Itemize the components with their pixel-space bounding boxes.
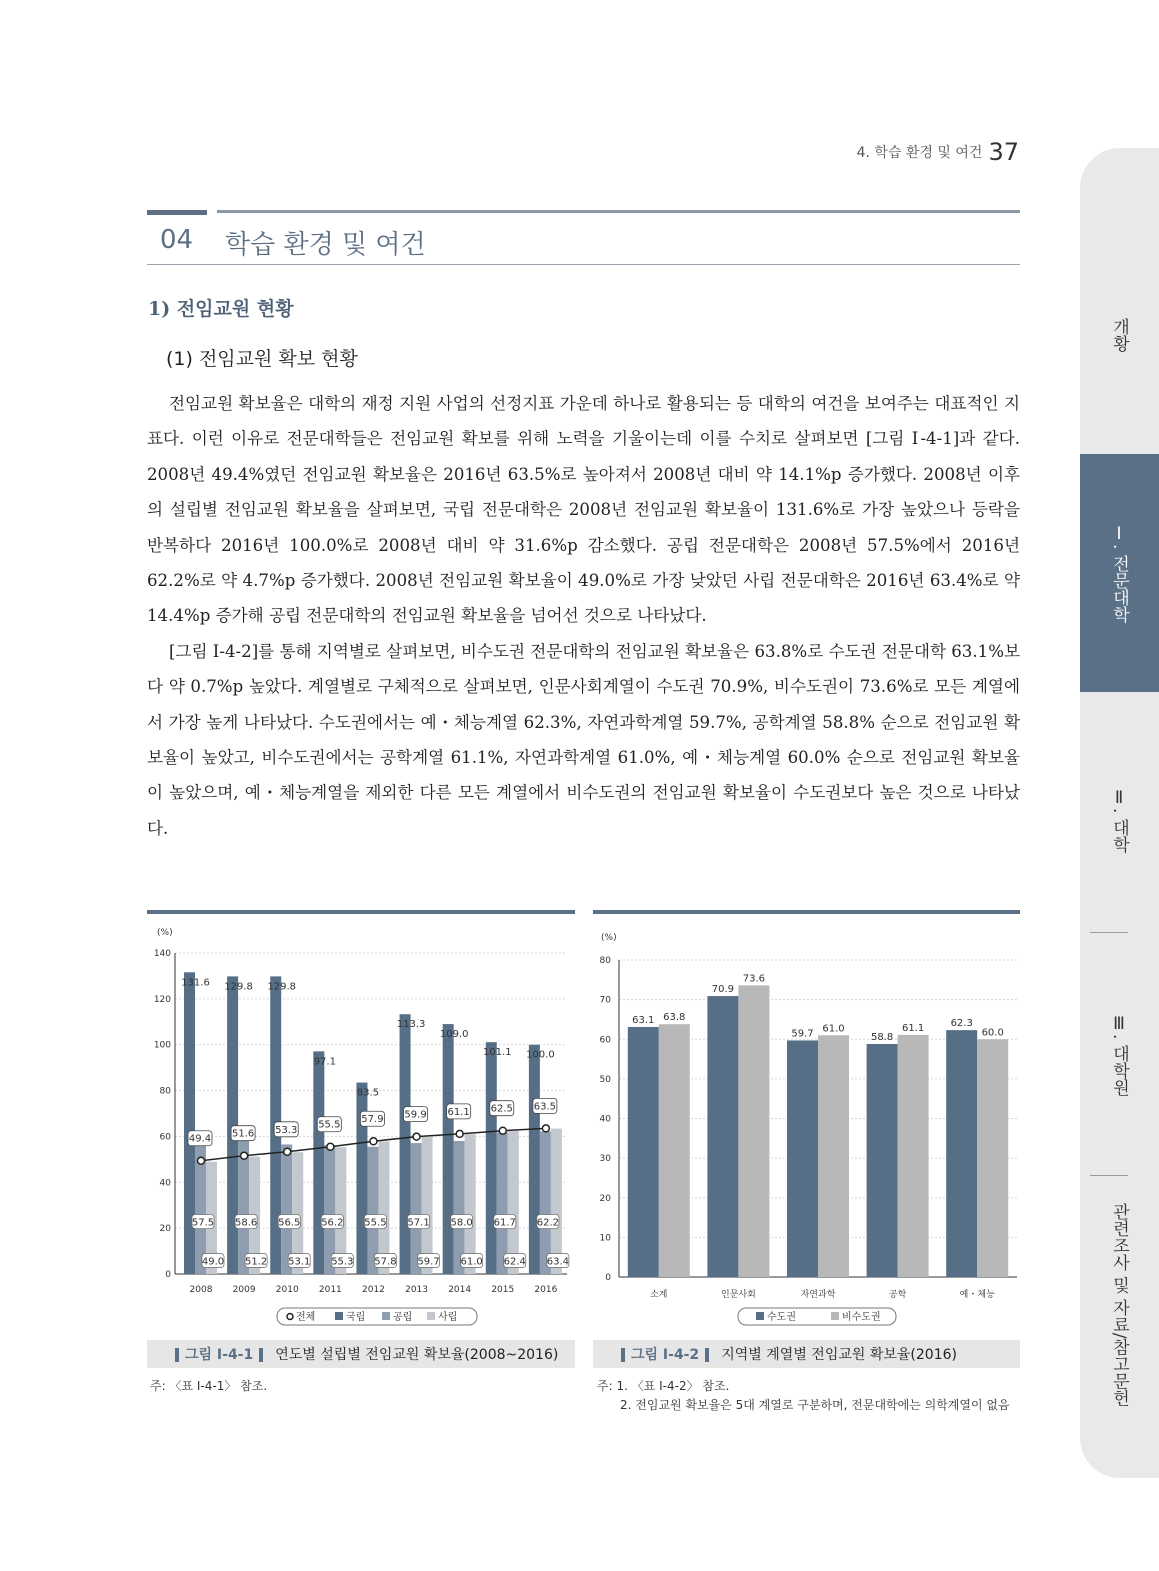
y-tick-label: 0 bbox=[605, 1273, 611, 1283]
caption-marker bbox=[259, 1348, 263, 1362]
data-label: 63.8 bbox=[663, 1012, 686, 1024]
data-label-public: 61.7 bbox=[493, 1217, 516, 1229]
data-label-total: 59.9 bbox=[404, 1109, 427, 1121]
point-total bbox=[284, 1148, 291, 1155]
data-label-public: 58.6 bbox=[234, 1217, 258, 1229]
section-rule-left bbox=[147, 210, 207, 215]
x-tick-label: 2012 bbox=[361, 1285, 385, 1295]
y-tick-label: 10 bbox=[599, 1233, 611, 1244]
page-number: 37 bbox=[988, 138, 1019, 166]
data-label-private: 61.0 bbox=[460, 1256, 483, 1268]
data-label: 63.1 bbox=[632, 1014, 655, 1026]
figure2-caption-label-wrap bbox=[615, 1344, 715, 1364]
data-label-private: 49.0 bbox=[201, 1256, 225, 1268]
bar-non-capital bbox=[977, 1039, 1008, 1277]
point-total bbox=[413, 1133, 420, 1140]
running-title: 4. 학습 환경 및 여건 bbox=[856, 145, 983, 161]
point-total bbox=[198, 1157, 205, 1164]
subsubsection-heading: (1) 전임교원 확보 현황 bbox=[166, 348, 358, 370]
data-label-private: 51.2 bbox=[244, 1256, 268, 1268]
x-tick-label: 소계 bbox=[650, 1290, 668, 1300]
bar-capital bbox=[867, 1044, 898, 1277]
tab-graduate-school[interactable] bbox=[1080, 960, 1159, 1150]
x-tick-label: 2016 bbox=[534, 1285, 558, 1295]
y-tick-label: 20 bbox=[159, 1224, 171, 1235]
tab-divider bbox=[1090, 932, 1128, 933]
data-label: 61.0 bbox=[822, 1023, 845, 1035]
y-tick-label: 80 bbox=[159, 1086, 171, 1097]
y-tick-label: 60 bbox=[159, 1132, 171, 1143]
bar-national bbox=[184, 972, 195, 1274]
tab-divider bbox=[1090, 1175, 1128, 1176]
bar-private bbox=[551, 1129, 562, 1274]
point-total bbox=[542, 1125, 549, 1132]
point-total bbox=[241, 1152, 248, 1159]
y-tick-label: 40 bbox=[599, 1114, 611, 1125]
bar-non-capital bbox=[898, 1035, 929, 1277]
data-label-total: 53.3 bbox=[275, 1124, 298, 1136]
bar-public bbox=[497, 1133, 508, 1274]
data-label-public: 62.2 bbox=[536, 1217, 560, 1229]
bar-capital bbox=[628, 1027, 659, 1277]
bar-private bbox=[508, 1131, 519, 1274]
legend-swatch bbox=[756, 1312, 764, 1320]
legend-swatch bbox=[382, 1312, 390, 1320]
tab-label: Ⅰ. 전문대학 bbox=[1109, 523, 1129, 623]
legend-label-total: 전체 bbox=[296, 1312, 316, 1323]
data-label-national: 83.5 bbox=[356, 1087, 380, 1099]
data-label: 62.3 bbox=[950, 1018, 973, 1030]
data-label-public: 55.5 bbox=[364, 1217, 387, 1229]
running-header bbox=[857, 138, 1019, 166]
figure1-caption bbox=[147, 1340, 575, 1368]
x-tick-label: 자연과학 bbox=[800, 1290, 836, 1300]
data-label-total: 62.5 bbox=[490, 1103, 513, 1115]
data-label-national: 101.1 bbox=[482, 1047, 512, 1059]
figure2-note-2: 2. 전임교원 확보율은 5대 계열로 구분하며, 전문대학에는 의학계열이 없음 bbox=[620, 1398, 1010, 1412]
section-rule-right bbox=[217, 210, 1020, 213]
caption-marker bbox=[175, 1348, 179, 1362]
legend-swatch bbox=[335, 1312, 343, 1320]
bar-capital bbox=[707, 996, 738, 1277]
bar-national bbox=[400, 1014, 411, 1274]
legend-swatch bbox=[427, 1312, 435, 1320]
data-label-total: 55.5 bbox=[318, 1119, 341, 1131]
data-label-public: 57.5 bbox=[191, 1217, 215, 1229]
data-label-national: 129.8 bbox=[224, 981, 253, 993]
subsection-heading: 1) 전임교원 현황 bbox=[148, 298, 294, 320]
y-tick-label: 120 bbox=[153, 994, 171, 1005]
y-axis-unit: (%) bbox=[601, 933, 617, 943]
point-total bbox=[456, 1130, 463, 1137]
data-label-public: 56.2 bbox=[321, 1217, 344, 1229]
point-total bbox=[370, 1138, 377, 1145]
paragraph: 전임교원 확보율은 대학의 재정 지원 사업의 선정지표 가운데 하나로 활용되는 등 대학의 여건을 보여주는 대표적인 지표다. 이런 이유로 전문대학들은 전임교원 확보를 위해 노력을 기울이는데 이를 수치로 살펴보면 [그림 Ⅰ-4-1]과 같다. 2008년 49.4%였던 전임교원 확보율은 2016년 63.5%로 높아져서 2008년 대비 약 14.1%p 증가했다. 2008년 이후의 설립별 전임교원 확보율을 살펴보면, 국립 전문대학은 2008년 전임교원 확보율이 131.6%로 가장 높았으나 등락을 반복하다 2016년 100.0%로 2008년 대비 약 31.6%p 감소했다. 공립 전문대학은 2008년 57.5%에서 2016년 62.2%로 약 4.7%p 증가했다. 2008년 전임교원 확보율이 49.0%로 가장 낮았던 사립 전문대학은 2016년 63.4%로 약 14.4%p 증가해 공립 전문대학의 전임교원 확보율을 넘어선 것으로 나타났다. bbox=[147, 394, 1020, 626]
point-total bbox=[327, 1143, 334, 1150]
paragraph: [그림 Ⅰ-4-2]를 통해 지역별로 살펴보면, 비수도권 전문대학의 전임교원 확보율은 63.8%로 수도권 전문대학 63.1%보다 약 0.7%p 높았다. 계열별로 구체적으로 살펴보면, 인문사회계열이 수도권 70.9%, 비수도권이 73.6%로 모든 계열에서 가장 높게 나타났다. 수도권에서는 예・체능계열 62.3%, 자연과학계열 59.7%, 공학계열 58.8% 순으로 전임교원 확보율이 높았고, 비수도권에서는 공학계열 61.1%, 자연과학계열 61.0%, 예・체능계열 60.0% 순으로 전임교원 확보율이 높았으며, 예・체능계열을 제외한 다른 모든 계열에서 비수도권의 전임교원 확보율이 수도권보다 높은 것으로 나타났다. bbox=[147, 641, 1020, 838]
figure2-note-1: 주: 1. 〈표 Ⅰ-4-2〉 참조. bbox=[597, 1379, 730, 1393]
data-label-total: 61.1 bbox=[447, 1106, 470, 1118]
data-label: 61.1 bbox=[901, 1022, 925, 1034]
data-label: 60.0 bbox=[981, 1027, 1004, 1039]
data-label-private: 63.4 bbox=[546, 1256, 570, 1268]
y-axis-unit: (%) bbox=[157, 928, 173, 938]
caption-marker bbox=[705, 1348, 709, 1362]
data-label: 58.8 bbox=[870, 1032, 894, 1044]
tab-label: 관련조사 및 자료/참고문헌 bbox=[1109, 1203, 1129, 1407]
figure2-caption-label: 그림 Ⅰ-4-2 bbox=[631, 1347, 700, 1363]
tab-references[interactable] bbox=[1080, 1190, 1159, 1420]
data-label: 59.7 bbox=[791, 1028, 814, 1040]
y-tick-label: 40 bbox=[159, 1178, 171, 1189]
x-tick-label: 2011 bbox=[318, 1285, 342, 1295]
tab-label: Ⅱ. 대학 bbox=[1109, 787, 1129, 853]
legend-label: 수도권 bbox=[767, 1312, 796, 1323]
x-tick-label: 2013 bbox=[405, 1285, 429, 1295]
bar-private bbox=[465, 1134, 476, 1274]
section-title: 학습 환경 및 여건 bbox=[225, 230, 426, 260]
y-tick-label: 140 bbox=[153, 949, 171, 959]
x-tick-label: 2008 bbox=[189, 1285, 213, 1295]
point-total bbox=[499, 1127, 506, 1134]
figure1-chart bbox=[147, 918, 575, 1334]
y-tick-label: 80 bbox=[599, 956, 611, 966]
tab-university[interactable] bbox=[1080, 730, 1159, 910]
data-label-national: 97.1 bbox=[313, 1056, 336, 1068]
data-label-national: 131.6 bbox=[181, 977, 210, 989]
body-text bbox=[147, 386, 1020, 846]
bar-capital bbox=[946, 1030, 977, 1277]
legend-label: 사립 bbox=[438, 1312, 458, 1323]
figure1-caption-title: 연도별 설립별 전임교원 확보율(2008~2016) bbox=[275, 1347, 559, 1363]
bar-non-capital bbox=[818, 1035, 849, 1277]
bar-non-capital bbox=[659, 1024, 690, 1277]
bar-national bbox=[313, 1051, 324, 1274]
y-tick-label: 100 bbox=[153, 1040, 171, 1051]
figure2-caption bbox=[593, 1340, 1020, 1368]
x-tick-label: 2014 bbox=[448, 1285, 472, 1295]
legend-label: 비수도권 bbox=[842, 1312, 881, 1323]
figure2-top-rule bbox=[593, 910, 1020, 914]
x-tick-label: 공학 bbox=[888, 1290, 907, 1300]
y-tick-label: 20 bbox=[599, 1193, 611, 1204]
legend-label: 국립 bbox=[346, 1312, 366, 1323]
x-tick-label: 2010 bbox=[275, 1285, 299, 1295]
figure1-top-rule bbox=[147, 910, 575, 914]
bar-capital bbox=[787, 1040, 818, 1277]
legend-swatch bbox=[831, 1312, 839, 1320]
data-label-public: 58.0 bbox=[450, 1217, 473, 1229]
bar-non-capital bbox=[738, 985, 769, 1277]
section-number: 04 bbox=[160, 225, 194, 255]
data-label-private: 59.7 bbox=[417, 1256, 440, 1268]
x-tick-label: 예・체능 bbox=[959, 1290, 995, 1300]
bar-national bbox=[529, 1045, 540, 1274]
figure2-caption-title: 지역별 계열별 전임교원 확보율(2016) bbox=[721, 1347, 957, 1363]
figure2-chart bbox=[593, 918, 1020, 1334]
section-rule-bottom bbox=[147, 264, 1020, 265]
figure1-note: 주: 〈표 Ⅰ-4-1〉 참조. bbox=[150, 1379, 268, 1393]
data-label-private: 62.4 bbox=[503, 1256, 526, 1268]
bar-national bbox=[486, 1042, 497, 1274]
data-label-total: 57.9 bbox=[361, 1114, 384, 1126]
y-tick-label: 30 bbox=[599, 1154, 611, 1165]
tab-overview[interactable] bbox=[1080, 250, 1159, 420]
data-label: 70.9 bbox=[711, 984, 735, 996]
y-tick-label: 50 bbox=[599, 1074, 611, 1085]
data-label-total: 49.4 bbox=[188, 1133, 212, 1145]
bar-public bbox=[540, 1131, 551, 1274]
data-label-national: 113.3 bbox=[396, 1019, 426, 1031]
tab-label: 개황 bbox=[1109, 318, 1129, 352]
figure1-caption-label-wrap bbox=[169, 1344, 269, 1364]
y-tick-label: 0 bbox=[165, 1270, 171, 1280]
data-label-total: 63.5 bbox=[533, 1101, 557, 1113]
y-tick-label: 70 bbox=[599, 995, 611, 1006]
data-label-private: 55.3 bbox=[331, 1256, 354, 1268]
bar-national bbox=[443, 1024, 454, 1274]
tab-label: Ⅲ. 대학원 bbox=[1109, 1014, 1129, 1096]
y-tick-label: 60 bbox=[599, 1035, 611, 1046]
data-label: 73.6 bbox=[742, 973, 766, 985]
x-tick-label: 2015 bbox=[491, 1285, 515, 1295]
data-label-national: 109.0 bbox=[439, 1029, 469, 1041]
caption-marker bbox=[621, 1348, 625, 1362]
data-label-national: 100.0 bbox=[526, 1049, 555, 1061]
tab-junior-college[interactable] bbox=[1080, 454, 1159, 692]
legend-label: 공립 bbox=[393, 1312, 413, 1323]
data-label-total: 51.6 bbox=[231, 1128, 255, 1140]
bar-national bbox=[227, 976, 238, 1274]
data-label-private: 57.8 bbox=[374, 1256, 397, 1268]
x-tick-label: 2009 bbox=[232, 1285, 256, 1295]
x-tick-label: 인문사회 bbox=[721, 1290, 756, 1300]
figure1-caption-label: 그림 Ⅰ-4-1 bbox=[185, 1347, 254, 1363]
legend-swatch-total bbox=[287, 1314, 293, 1320]
data-label-public: 57.1 bbox=[407, 1217, 430, 1229]
data-label-private: 53.1 bbox=[288, 1256, 311, 1268]
data-label-national: 129.8 bbox=[267, 981, 297, 993]
data-label-public: 56.5 bbox=[278, 1217, 301, 1229]
